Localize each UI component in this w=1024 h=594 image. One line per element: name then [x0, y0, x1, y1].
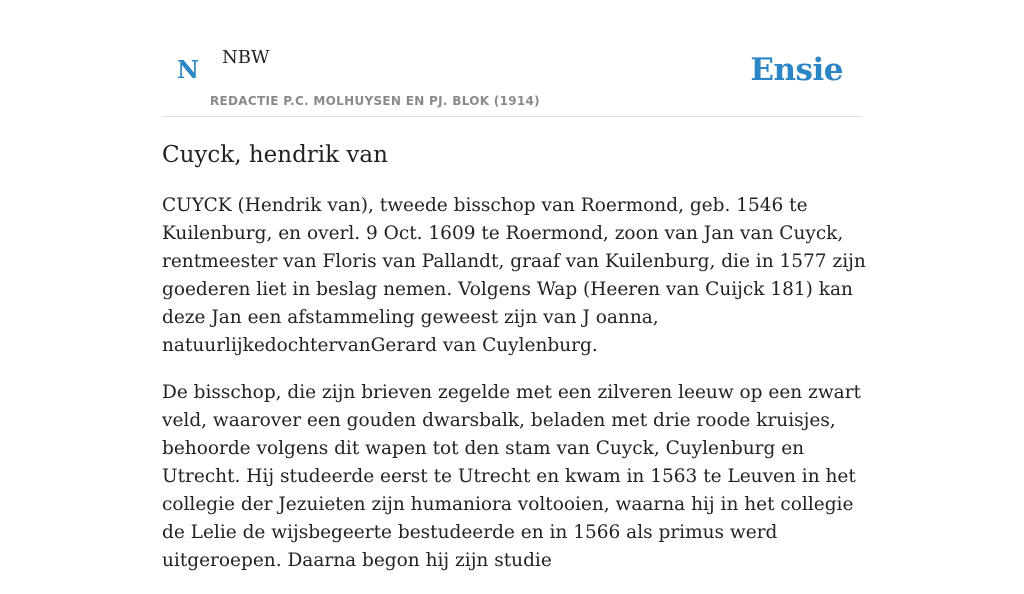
- article-paragraph: CUYCK (Hendrik van), tweede bisschop van Roermond, geb. 1546 te Kuilenburg, en overl. 9 Oct. 1609 te Roermond, zoon van Jan van Cuyck, rentmeester van Floris van Pallandt, graaf van Kuilenburg, die in 1577 zijn goederen liet in beslag nemen. Volgens Wap (Heeren van Cuijck 181) kan deze Jan een afstammeling geweest zijn van J oanna, natuurlijkedochtervanGerard van Cuylenburg.: [162, 195, 866, 356]
- article: [162, 138, 868, 594]
- work-logo[interactable]: N: [177, 55, 199, 84]
- article-paragraph: De bisschop, die zijn brieven zegelde met een zilveren leeuw op een zwart veld, waarover een gouden dwarsbalk, beladen met drie roode kruisjes, behoorde volgens dit wapen tot den stam van Cuyck, Cuylenburg en Utrecht. Hij studeerde eerst te Utrecht en kwam in 1563 te Leuven in het collegie der Jezuieten zijn humaniora voltooien, waarna hij in het collegie de Lelie de wijsbegeerte bestudeerde en in 1566 als primus werd uitgeroepen. Daarna begon hij zijn studie: [162, 382, 861, 571]
- article-title: Cuyck, hendrik van: [162, 142, 388, 168]
- header: [162, 0, 862, 117]
- brand-logo[interactable]: Ensie: [750, 52, 843, 88]
- work-title[interactable]: NBW: [222, 47, 270, 68]
- work-subtitle: REDACTIE P.C. MOLHUYSEN EN PJ. BLOK (1914): [210, 94, 540, 108]
